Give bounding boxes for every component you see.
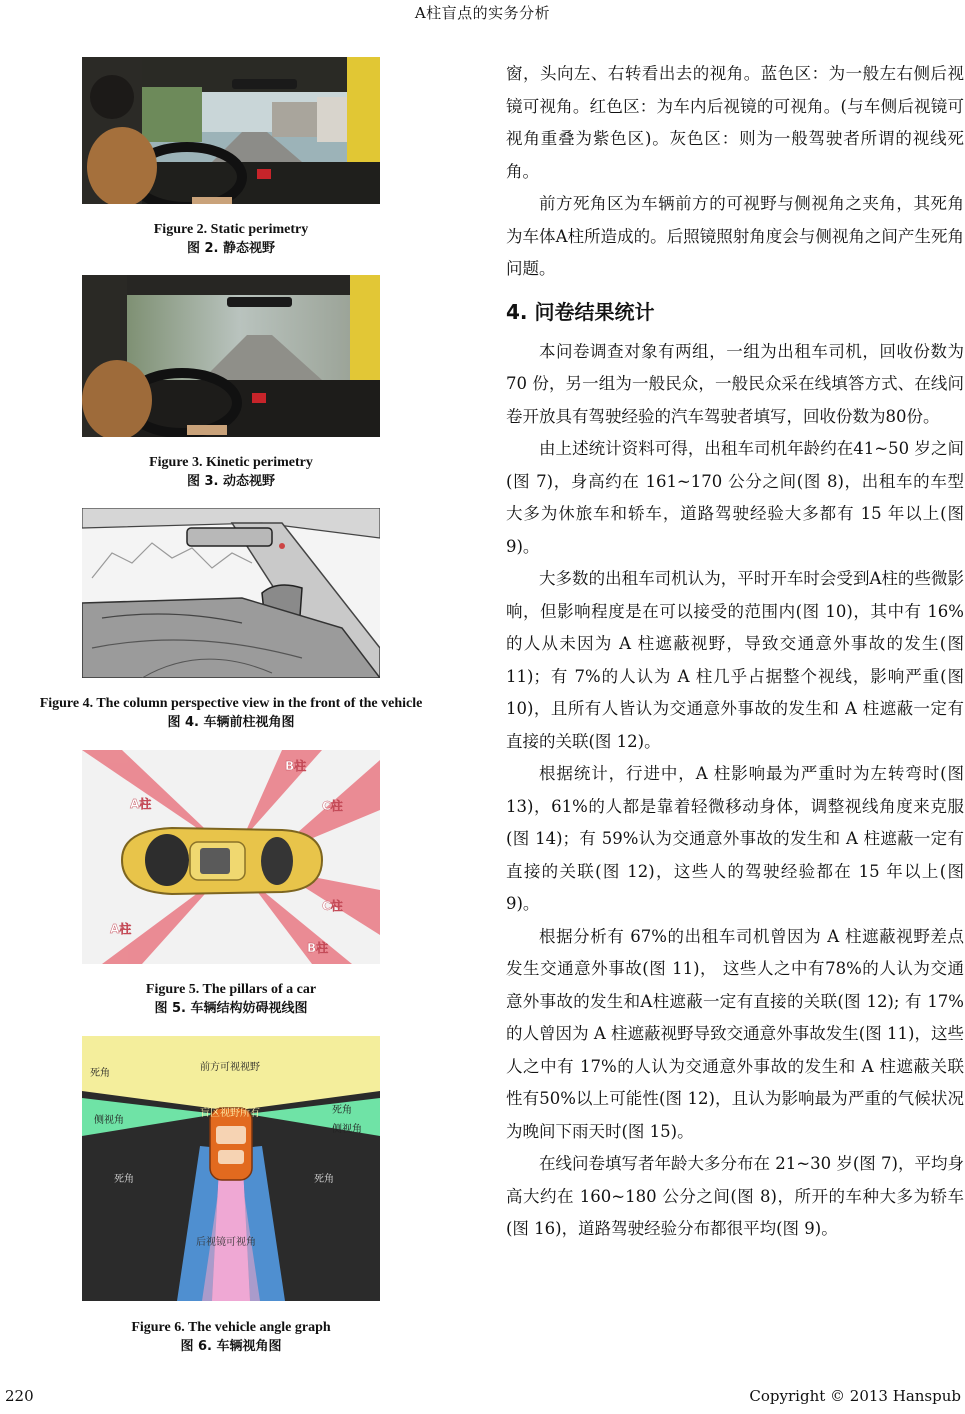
fig6-label-side-l: 侧视角 [94, 1115, 124, 1126]
fig5-car [122, 828, 322, 894]
body-paragraph: 大多数的出租车司机认为，平时开车时会受到A柱的些微影响，但影响程度是在可以接受的范围内(图 10)，其中有 16%的人从未因为 A 柱遮蔽视野，导致交通意外事故的发生(图 11)；有 7%的人认为 A 柱几乎占据整个视线，影响严重(图 10)，且所有人皆认为交通意外事故的发生和 A 柱遮蔽一定有直接的关联(图 12)。 [506, 569, 964, 751]
figure-5-image [82, 750, 380, 964]
fig6-label-side-r: 侧视角 [332, 1124, 362, 1135]
figure-5-caption-zh: 图 5. 车辆结构妨碍视线图 [154, 1001, 308, 1016]
figure-4-image [82, 508, 380, 678]
fig6-label-front: 前方可视视野 [200, 1062, 260, 1073]
fig5-label-c-top: C柱 [322, 799, 343, 813]
figure-5-caption-en: Figure 5. The pillars of a car [145, 982, 317, 997]
body-paragraph: 窗，头向左、右转看出去的视角。蓝色区：为一般左右侧后视镜可视角。红色区：为车内后视镜的可视角。(与车侧后视镜可视角重叠为紫色区)。灰色区：则为一般驾驶者所谓的视线死角。 [506, 64, 964, 181]
body-text-column [506, 58, 964, 1246]
body-paragraph: 由上述统计资料可得，出租车司机年龄约在41~50 岁之间(图 7)，身高约在 161~170 公分之间(图 8)，出租车的车型大多为休旅车和轿车，道路驾驶经验大多都有 15 年以上(图 9)。 [506, 439, 964, 556]
figure-6-image [82, 1036, 380, 1301]
fig6-label-dead-tl: 死角 [90, 1068, 110, 1079]
fig5-label-c-bot: C柱 [322, 899, 343, 913]
figure-4-caption [0, 694, 462, 732]
figure-2-caption [82, 220, 380, 258]
figure-2-image [82, 57, 380, 204]
figure-4-caption-en: Figure 4. The column perspective view in the front of the vehicle [39, 696, 423, 711]
fig6-label-dead-ml: 死角 [114, 1174, 134, 1185]
body-paragraph: 本问卷调查对象有两组，一组为出租车司机，回收份数为 70 份，另一组为一般民众，一般民众采在线填答方式、在线问卷开放具有驾驶经验的汽车驾驶者填写，回收份数为80份。 [506, 341, 964, 426]
fig5-label-a-bot: A柱 [110, 922, 132, 936]
fig5-label-a-top: A柱 [130, 797, 152, 811]
body-paragraph: 根据统计，行进中，A 柱影响最为严重时为左转弯时(图 13)，61%的人都是靠着轻微移动身体，调整视线角度来克服(图 14)；有 59%认为交通意外事故的发生和 A 柱遮蔽一定有直接的关联(图 12)，这些人的驾驶经验都在 15 年以上(图 9)。 [506, 764, 964, 913]
figure-3-caption-zh: 图 3. 动态视野 [186, 474, 276, 489]
body-paragraph: 根据分析有 67%的出租车司机曾因为 A 柱遮蔽视野差点发生交通意外事故(图 11)， 这些人之中有78%的人认为交通意外事故的发生和A柱遮蔽一定有直接的关联(图 12); 有 17%的人曾因为 A 柱遮蔽视野导致交通意外事故发生(图 11)，这些人之中有 17%的人认为交通意外事故的发生和 A 柱遮蔽关联性有50%以上可能性(图 12)，且认为影响最为严重的气候状况为晚间下雨天时(图 15)。 [506, 926, 964, 1141]
fig6-label-rear: 后视镜可视角 [196, 1237, 256, 1248]
body-paragraph: 前方死角区为车辆前方的可视野与侧视角之夹角，其死角为车体A柱所造成的。后照镜照射角度会与侧视角之间产生死角问题。 [506, 194, 964, 278]
figure-6-caption-en: Figure 6. The vehicle angle graph [131, 1320, 331, 1335]
figure-2-caption-zh: 图 2. 静态视野 [186, 241, 276, 256]
fig6-label-car: 盲区视野所有 [200, 1108, 260, 1119]
section-heading: 4. 问卷结果统计 [506, 299, 655, 324]
fig5-label-b-bot: B柱 [307, 941, 329, 955]
fig5-label-b-top: B柱 [285, 759, 307, 773]
figure-5-caption [82, 980, 380, 1018]
figure-2-caption-en: Figure 2. Static perimetry [153, 222, 309, 237]
page-number: 220 [5, 1387, 34, 1405]
figure-3-caption-en: Figure 3. Kinetic perimetry [149, 455, 313, 470]
fig6-label-dead-mr: 死角 [314, 1174, 334, 1185]
figure-6-caption [82, 1318, 380, 1356]
copyright: Copyright © 2013 Hanspub [749, 1387, 961, 1405]
body-paragraph: 在线问卷填写者年龄大多分布在 21~30 岁(图 7)，平均身高大约在 160~180 公分之间(图 8)，所开的车种大多为轿车(图 16)，道路驾驶经验分布都很平均(图 9)。 [506, 1154, 964, 1238]
fig6-label-dead-tr: 死角 [332, 1105, 352, 1116]
figure-3-image [82, 275, 380, 437]
figure-4-caption-zh: 图 4. 车辆前柱视角图 [167, 715, 295, 730]
figure-6-caption-zh: 图 6. 车辆视角图 [180, 1339, 282, 1354]
figure-3-caption [82, 453, 380, 491]
running-header: A柱盲点的实务分析 [414, 4, 551, 22]
